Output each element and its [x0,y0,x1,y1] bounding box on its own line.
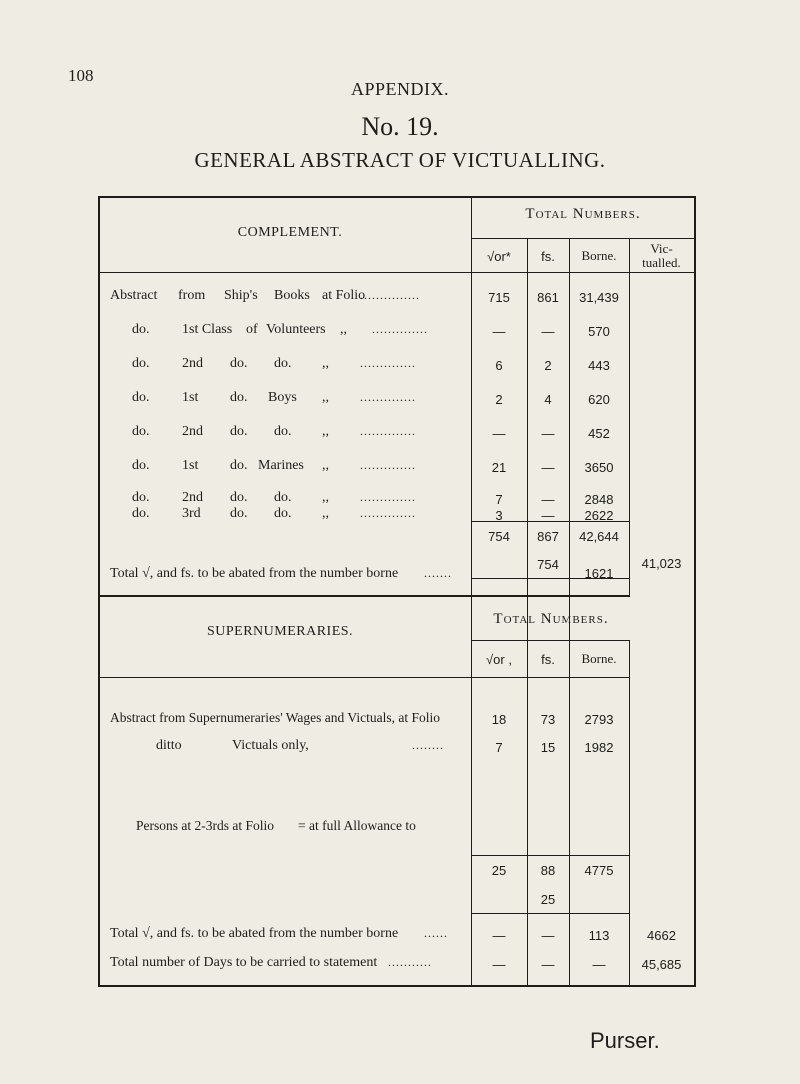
total-borne: 1621 [584,566,614,581]
leader-dots: .............. [360,458,416,472]
row-label: 2nd [182,424,203,439]
row-label: ,, [322,458,329,473]
row-label: 1st [182,390,199,405]
row-label: do. [132,322,150,337]
cell-value: 620 [588,392,610,407]
complement-heading: COMPLEMENT. [237,225,343,240]
col-divider-4a [629,238,630,595]
victualled-total: 41,023 [641,556,682,571]
leader-dots: .............. [360,506,416,520]
supernumeraries-heading: SUPERNUMERARIES. [206,624,354,639]
leader-dots: ........ [412,738,444,752]
cell-value: 113 [588,928,610,943]
row-label: 2nd [182,356,203,371]
row-label: 2nd [182,490,203,505]
cell-value: 570 [588,324,610,339]
row-label: Total √, and fs. to be abated from the number borne [110,926,399,941]
table-bottom-rule [98,985,696,987]
cell-value: 4662 [647,928,676,943]
abate-rule-2 [471,913,629,914]
row-label: 3rd [182,506,201,521]
col-head-victualled-1: Vic- [650,241,673,256]
cell-value: 3650 [584,460,614,475]
cell-value: 45,685 [641,957,682,972]
row-label: ,, [340,322,347,337]
cell-value: — [541,492,555,507]
row-label: do. [132,424,150,439]
row-label: do. [230,390,248,405]
row-label: ,, [322,424,329,439]
cell-value: — [541,928,555,943]
subtotal-borne: 42,644 [579,529,619,544]
row-label: do. [274,356,292,371]
row-label: ,, [322,506,329,521]
cell-value: 452 [588,426,610,441]
row-label: of [246,322,258,337]
cell-value: 2 [495,392,503,407]
row-label: do. [230,424,248,439]
section-divider [98,595,630,597]
table-right-rule [694,196,696,986]
row-label: from [178,288,206,303]
totals-subhead-rule [471,238,694,239]
cell-value: — [541,508,555,523]
cell-value: 15 [540,740,556,755]
subtotal-tick: 754 [488,529,510,544]
cell-value: 2 [544,358,552,373]
document-number: No. 19. [361,112,439,141]
cell-value: 7 [495,492,503,507]
row-label: 1st Class [182,322,233,337]
row-label: do. [230,356,248,371]
leader-dots: .............. [360,424,416,438]
header-bottom-rule-2 [98,677,630,678]
abated-fs-2: 25 [540,892,556,907]
table-left-rule [98,196,100,986]
table-top-rule [98,196,696,198]
row-label: ditto [156,738,182,753]
leader-dots: .............. [360,490,416,504]
cell-value: — [592,957,606,972]
row-label: do. [274,424,292,439]
page-number: 108 [68,66,94,85]
col-head-borne: Borne. [581,248,617,263]
running-head: APPENDIX. [350,79,449,99]
cell-value: — [492,324,506,339]
leader-dots: ........... [388,955,432,969]
leader-dots: .............. [360,356,416,370]
cell-value: 2793 [584,712,614,727]
abated-fs: 754 [537,557,559,572]
row-label: Victuals only, [232,738,309,753]
row-label: Abstract [110,288,158,303]
row-label: ,, [322,390,329,405]
row-label: do. [274,506,292,521]
cell-value: 7 [495,740,503,755]
cell-value: — [541,426,555,441]
row-label: Total number of Days to be carried to statement [110,955,378,970]
header-bottom-rule [98,272,694,273]
subtotal-rule-2 [471,855,629,856]
row-label: do. [132,506,150,521]
row-label: at Folio [322,288,366,303]
cell-value: — [541,324,555,339]
cell-value: 715 [488,290,510,305]
totals-subhead-rule-2 [471,640,629,641]
row-label: Boys [268,390,297,405]
cell-value: 4 [544,392,552,407]
document-title: GENERAL ABSTRACT OF VICTUALLING. [194,148,606,172]
cell-value: 31,439 [579,290,619,305]
col-head-victualled-2: tualled. [642,255,681,270]
leader-dots: .............. [360,390,416,404]
cell-value: — [541,460,555,475]
row-label: do. [132,490,150,505]
cell-value: 861 [537,290,559,305]
cell-value: — [541,957,555,972]
persons-label: Persons at 2-3rds at Folio [136,818,274,833]
cell-value: 6 [495,358,503,373]
subtotal-fs: 867 [537,529,559,544]
cell-value: 443 [588,358,610,373]
row-label: do. [230,490,248,505]
col-head-tick-2: √or , [486,652,512,667]
cell-value: 18 [491,712,507,727]
cell-value: 2622 [584,508,614,523]
subtotal-fs-2: 88 [540,863,556,878]
row-label: do. [274,490,292,505]
cell-value: — [492,426,506,441]
row-label: Volunteers [266,322,326,337]
row-label: do. [230,506,248,521]
cell-value: 2848 [584,492,614,507]
totals-heading: Total Numbers. [525,206,641,222]
cell-value: 3 [495,508,503,523]
row-label: do. [230,458,248,473]
persons-equals: = at full Allowance to [298,818,416,833]
subtotal-tick-2: 25 [491,863,507,878]
row-label: 1st [182,458,199,473]
col-head-borne-2: Borne. [581,651,617,666]
row-label: do. [132,390,150,405]
row-label: Abstract from Supernumeraries' Wages and Victuals, at Folio [110,710,440,725]
complement-total-label: Total √, and fs. to be abated from the number borne [110,566,399,581]
row-label: Ship's [224,288,258,303]
leader-dots: .............. [372,322,428,336]
row-label: Marines [258,458,304,473]
cell-value: 73 [540,712,556,727]
subtotal-borne-2: 4775 [584,863,614,878]
row-label: ,, [322,356,329,371]
col-head-tick: √or* [487,249,511,264]
row-label: ,, [322,490,329,505]
col-head-fs: fs. [541,249,555,264]
cell-value: 21 [491,460,507,475]
purser-signoff: Purser. [590,1028,660,1053]
row-label: do. [132,458,150,473]
leader-dots: ............... [360,288,420,302]
col-head-fs-2: fs. [541,652,555,667]
cell-value: — [492,957,506,972]
leader-dots: ...... [424,926,448,940]
totals-heading-2: Total Numbers. [493,611,609,627]
row-label: Books [274,288,310,303]
leader-dots: ....... [424,566,452,580]
cell-value: 1982 [584,740,614,755]
row-label: do. [132,356,150,371]
cell-value: — [492,928,506,943]
